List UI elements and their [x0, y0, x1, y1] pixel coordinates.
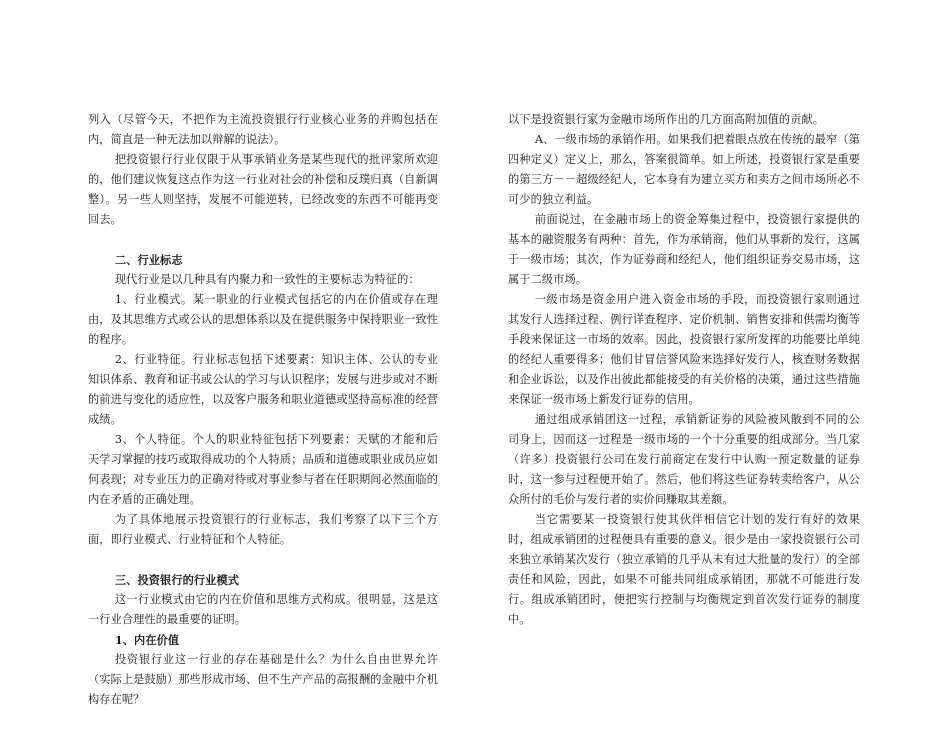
paragraph: 前面说过，在金融市场上的资金筹集过程中，投资银行家提供的基本的融资服务有两种：首先，作为承销商，他们从事新的发行，这属于一级市场；其次，作为证券商和经纪人，他们组织证券交易市场，这属于二级市场。	[508, 213, 860, 286]
right-column	[508, 110, 860, 630]
paragraph: 1、行业模式。某一职业的行业模式包括它的内在价值或存在理由，及其思维方式或公认的思想体系以及在提供服务中保持职业一致性的程序。	[88, 293, 438, 346]
paragraph: 现代行业是以几种具有内聚力和一致性的主要标志为特征的：	[114, 273, 420, 286]
paragraph: 为了具体地展示投资银行的行业标志，我们考察了以下三个方面，即行业模式、行业特征和个人特征。	[88, 513, 438, 546]
paragraph: 这一行业模式由它的内在价值和思维方式构成。很明显，这是这一行业合理性的最重要的证明。	[88, 593, 438, 626]
paragraph: 当它需要某一投资银行使其伙伴相信它计划的发行有好的效果时，组成承销团的过程便具有重要的意义。很少是由一家投资银行公司来独立承销某次发行（独立承销的几乎从未有过大批量的发行）的全部责任和风险，因此，如果不可能共同组成承销团，那就不可能进行发行。组成承销团时，便把实行控制与均衡规定到首次发行证券的制度中。	[508, 513, 860, 626]
left-column	[88, 110, 438, 710]
paragraph: 通过组成承销团这一过程，承销新证券的风险被风散到不同的公司身上，因而这一过程是一级市场的一个十分重要的组成部分。当几家（许多）投资银行公司在发行前商定在发行中认购一预定数量的证券时，这一参与过程便开始了。然后，他们将这些证券转卖给客户，从公众所付的毛价与发行者的实价间赚取其差额。	[508, 413, 860, 506]
section-heading: 二、行业标志	[114, 253, 183, 267]
paragraph: 以下是投资银行家为金融市场所作出的几方面高附加值的贡献。	[508, 113, 825, 126]
subsection-heading: 1、内在价值	[114, 633, 180, 647]
spacer	[88, 230, 438, 250]
paragraph: 把投资银行行业仅限于从事承销业务是某些现代的批评家所欢迎的，他们建议恢复这点作为这一行业对社会的补偿和反璞归真（自新调整）。另一些人则坚持，发展不可能逆转，已经改变的东西不可能再变回去。	[88, 153, 438, 226]
paragraph: 投资银行业这一行业的存在基础是什么？为什么自由世界允许（实际上是鼓励）那些形成市场、但不生产产品的高报酬的金融中介机构存在呢？	[88, 653, 438, 706]
paragraph: 2、行业特征。行业标志包括下述要素：知识主体、公认的专业知识体系、教育和证书或公认的学习与认识程序；发展与进步或对不断的前进与变化的适应性，以及客户服务和职业道德或坚持高标准的经营成绩。	[88, 353, 438, 426]
paragraph: A、一级市场的承销作用。如果我们把着眼点放在传统的最窄（第四种定义）定义上，那么，答案很简单。如上所述，投资银行家是重要的第三方－－超级经纪人，它本身有为建立买方和卖方之间市场所必不可少的独立利益。	[508, 133, 860, 206]
spacer	[88, 550, 438, 570]
paragraph: 3、个人特征。个人的职业特征包括下列要素：天赋的才能和后天学习掌握的技巧或取得成功的个人特质；品质和道德或职业成员应如何表现；对专业压力的正确对待或对事业参与者在任职期间必然面临的内在矛盾的正确处理。	[88, 433, 438, 506]
paragraph: 列入（尽管今天，不把作为主流投资银行行业核心业务的并购包括在内，简直是一种无法加以辩解的说法）。	[88, 113, 438, 146]
paragraph: 一级市场是资金用户进入资金市场的手段，而投资银行家则通过其发行人选择过程、例行详查程序、定价机制、销售安排和供需均衡等手段来保证这一市场的效率。因此，投资银行家所发挥的功能要比单纯的经纪人重要得多；他们甘冒信誉风险来选择好发行人，核查财务数据和企业诉讼，以及作出彼此都能接受的有关价格的决策，通过这些措施来保证一级市场上新发行证券的信用。	[508, 293, 860, 406]
section-heading: 三、投资银行的行业模式	[114, 573, 240, 587]
